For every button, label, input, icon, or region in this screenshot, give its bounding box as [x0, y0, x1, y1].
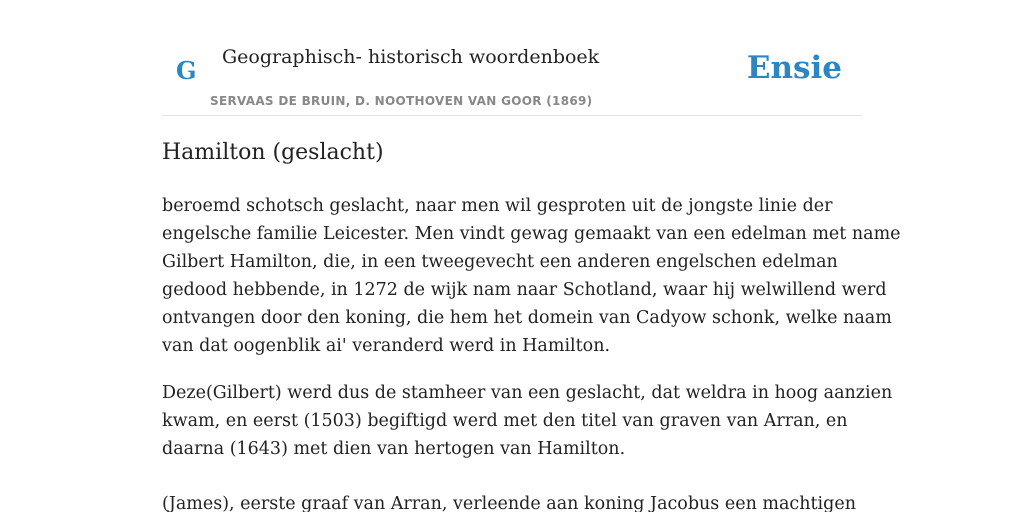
- paragraph-line: beroemd schotsch geslacht, naar men wil gesproten uit de jongste linie der: [162, 196, 833, 216]
- entry-paragraph-2: [162, 379, 893, 463]
- paragraph-line: ontvangen door den koning, die hem het domein van Cadyow schonk, welke naam: [162, 308, 892, 328]
- paragraph-line: (James), eerste graaf van Arran, verleende aan koning Jacobus een machtigen: [162, 494, 856, 512]
- paragraph-line: gedood hebbende, in 1272 de wijk nam naar Schotland, waar hij welwillend werd: [162, 280, 887, 300]
- entry-paragraph-1: [162, 192, 901, 360]
- paragraph-line: kwam, en eerst (1503) begiftigd werd met den titel van graven van Arran, en: [162, 411, 848, 431]
- book-letter-badge[interactable]: G: [176, 56, 197, 85]
- entry-paragraph-3: [162, 490, 862, 512]
- entry-title: Hamilton (geslacht): [162, 140, 384, 165]
- paragraph-line: engelsche familie Leicester. Men vindt gewag gemaakt van een edelman met name: [162, 224, 901, 244]
- paragraph-line: Gilbert Hamilton, die, in een tweegevecht een anderen engelschen edelman: [162, 252, 838, 272]
- ensie-logo[interactable]: Ensie: [746, 50, 842, 86]
- book-title[interactable]: Geographisch- historisch woordenboek: [222, 46, 600, 68]
- paragraph-line: daarna (1643) met dien van hertogen van Hamilton.: [162, 439, 626, 459]
- paragraph-line: Deze(Gilbert) werd dus de stamheer van een geslacht, dat weldra in hoog aanzien: [162, 383, 893, 403]
- book-authors: SERVAAS DE BRUIN, D. NOOTHOVEN VAN GOOR (1869): [210, 94, 593, 108]
- paragraph-line: van dat oogenblik ai' veranderd werd in Hamilton.: [162, 336, 611, 356]
- book-header: [162, 0, 862, 116]
- page-container: [162, 0, 901, 512]
